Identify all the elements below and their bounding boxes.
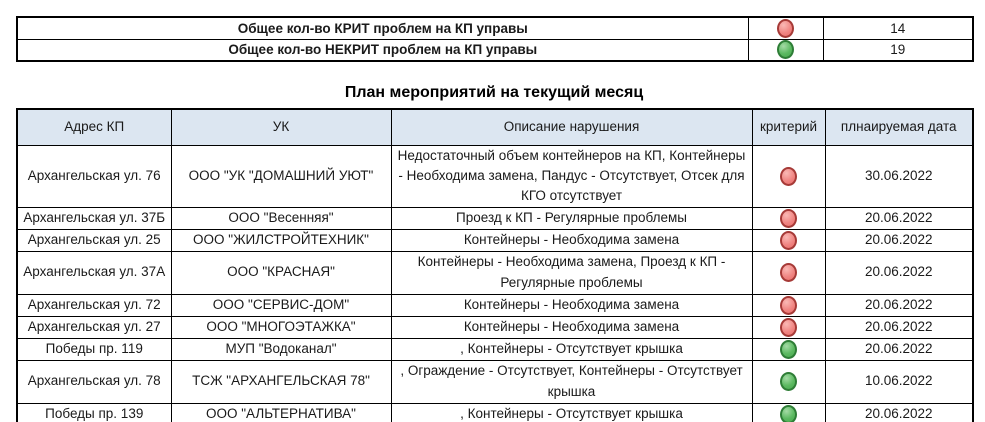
status-cell <box>752 145 825 207</box>
date-cell: 20.06.2022 <box>825 338 973 360</box>
column-header-uk: УК <box>171 109 391 145</box>
column-header-description: Описание нарушения <box>391 109 752 145</box>
status-cell <box>752 251 825 294</box>
table-row <box>17 294 973 316</box>
date-cell: 20.06.2022 <box>825 294 973 316</box>
status-icon <box>780 296 797 315</box>
summary-row <box>17 17 973 39</box>
date-cell: 30.06.2022 <box>825 145 973 207</box>
date-cell: 20.06.2022 <box>825 229 973 251</box>
status-cell <box>752 229 825 251</box>
table-row <box>17 145 973 207</box>
date-cell: 20.06.2022 <box>825 403 973 422</box>
status-icon <box>780 263 797 282</box>
address-cell: Архангельская ул. 25 <box>17 229 171 251</box>
status-icon <box>780 209 797 228</box>
uk-cell: ООО "ЖИЛСТРОЙТЕХНИК" <box>171 229 391 251</box>
status-cell <box>752 360 825 403</box>
date-cell: 20.06.2022 <box>825 316 973 338</box>
description-cell: Контейнеры - Необходима замена <box>391 294 752 316</box>
description-cell: Контейнеры - Необходима замена <box>391 316 752 338</box>
summary-row <box>17 39 973 61</box>
column-header-criterion: критерий <box>752 109 825 145</box>
table-row <box>17 403 973 422</box>
table-row <box>17 207 973 229</box>
status-icon <box>780 405 797 422</box>
uk-cell: ООО "МНОГОЭТАЖКА" <box>171 316 391 338</box>
address-cell: Архангельская ул. 27 <box>17 316 171 338</box>
address-cell: Архангельская ул. 37Б <box>17 207 171 229</box>
table-row <box>17 229 973 251</box>
column-header-address: Адрес КП <box>17 109 171 145</box>
status-cell <box>752 403 825 422</box>
page-title: План мероприятий на текущий месяц <box>344 84 644 101</box>
date-cell: 20.06.2022 <box>825 207 973 229</box>
uk-cell: МУП "Водоканал" <box>171 338 391 360</box>
uk-cell: ТСЖ "АРХАНГЕЛЬСКАЯ 78" <box>171 360 391 403</box>
status-icon <box>780 231 797 250</box>
description-cell: , Ограждение - Отсутствует, Контейнеры - Отсутствует крышка <box>391 360 752 403</box>
plan-table <box>16 108 974 422</box>
description-cell: , Контейнеры - Отсутствует крышка <box>391 403 752 422</box>
address-cell: Архангельская ул. 72 <box>17 294 171 316</box>
description-cell: Недостаточный объем контейнеров на КП, Контейнеры - Необходима замена, Пандус - Отсутствует, Отсек для КГО отсутствует <box>391 145 752 207</box>
summary-value: 14 <box>823 17 973 39</box>
status-cell <box>752 338 825 360</box>
date-cell: 20.06.2022 <box>825 251 973 294</box>
uk-cell: ООО "АЛЬТЕРНАТИВА" <box>171 403 391 422</box>
status-icon <box>780 372 797 391</box>
address-cell: Архангельская ул. 76 <box>17 145 171 207</box>
status-icon <box>777 40 794 59</box>
summary-value: 19 <box>823 39 973 61</box>
status-icon <box>780 340 797 359</box>
summary-table <box>16 16 974 62</box>
table-row <box>17 316 973 338</box>
description-cell: , Контейнеры - Отсутствует крышка <box>391 338 752 360</box>
table-header-row <box>17 109 973 145</box>
uk-cell: ООО "КРАСНАЯ" <box>171 251 391 294</box>
address-cell: Архангельская ул. 78 <box>17 360 171 403</box>
table-row <box>17 338 973 360</box>
status-icon <box>780 167 797 186</box>
status-icon <box>780 318 797 337</box>
description-cell: Контейнеры - Необходима замена <box>391 229 752 251</box>
date-cell: 10.06.2022 <box>825 360 973 403</box>
status-icon <box>777 19 794 38</box>
address-cell: Победы пр. 119 <box>17 338 171 360</box>
description-cell: Контейнеры - Необходима замена, Проезд к КП - Регулярные проблемы <box>391 251 752 294</box>
uk-cell: ООО "Весенняя" <box>171 207 391 229</box>
table-row <box>17 251 973 294</box>
uk-cell: ООО "СЕРВИС-ДОМ" <box>171 294 391 316</box>
address-cell: Победы пр. 139 <box>17 403 171 422</box>
column-header-date: плнаируемая дата <box>825 109 973 145</box>
summary-label: Общее кол-во КРИТ проблем на КП управы <box>17 17 748 39</box>
status-cell <box>752 316 825 338</box>
uk-cell: ООО "УК "ДОМАШНИЙ УЮТ" <box>171 145 391 207</box>
status-cell <box>752 207 825 229</box>
status-cell <box>752 294 825 316</box>
description-cell: Проезд к КП - Регулярные проблемы <box>391 207 752 229</box>
summary-label: Общее кол-во НЕКРИТ проблем на КП управы <box>17 39 748 61</box>
address-cell: Архангельская ул. 37А <box>17 251 171 294</box>
table-row <box>17 360 973 403</box>
